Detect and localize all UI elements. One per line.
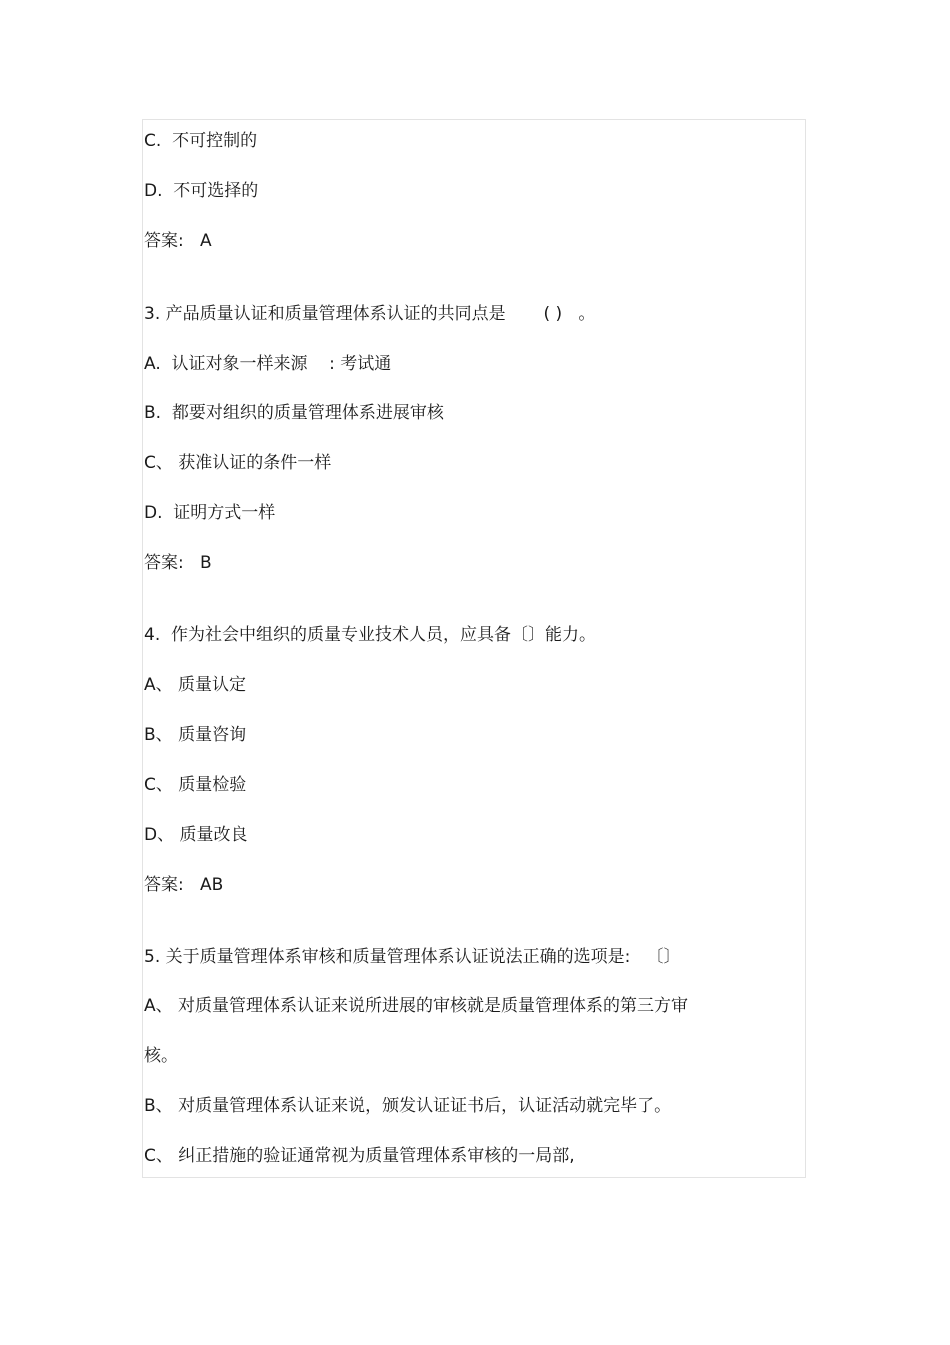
question-3-option-c: C、 获准认证的条件一样 — [144, 453, 332, 473]
question-5: 5. 关于质量管理体系审核和质量管理体系认证说法正确的选项是: 〔〕 — [144, 947, 681, 967]
question-4-option-a: A、 质量认定 — [144, 675, 247, 695]
question-5-option-a: A、 对质量管理体系认证来说所进展的审核就是质量管理体系的第三方审 — [144, 996, 689, 1016]
question-4-option-c: C、 质量检验 — [144, 775, 247, 795]
question-5-option-b: B、 对质量管理体系认证来说，颁发认证证书后，认证活动就完毕了。 — [144, 1096, 672, 1116]
question-3-option-d: D. 证明方式一样 — [144, 503, 276, 523]
question-4-option-b: B、 质量咨询 — [144, 725, 247, 745]
question-4-answer: 答案: AB — [144, 875, 224, 895]
question-3-answer: 答案: B — [144, 553, 212, 573]
page-frame — [142, 119, 806, 1178]
question-4-option-d: D、 质量改良 — [144, 825, 248, 845]
option-c-line: C. 不可控制的 — [144, 131, 258, 151]
question-5-option-c: C、 纠正措施的验证通常视为质量管理体系审核的一局部, — [144, 1146, 575, 1166]
question-3: 3. 产品质量认证和质量管理体系认证的共同点是 ( ) 。 — [144, 304, 596, 324]
question-5-option-a-continued: 核。 — [144, 1046, 178, 1066]
question-3-option-a: A. 认证对象一样来源 : 考试通 — [144, 354, 392, 374]
answer-line: 答案: A — [144, 231, 212, 251]
question-3-option-b: B. 都要对组织的质量管理体系进展审核 — [144, 403, 444, 423]
option-d-line: D. 不可选择的 — [144, 181, 259, 201]
question-4: 4. 作为社会中组织的质量专业技术人员，应具备〔〕能力。 — [144, 625, 597, 645]
